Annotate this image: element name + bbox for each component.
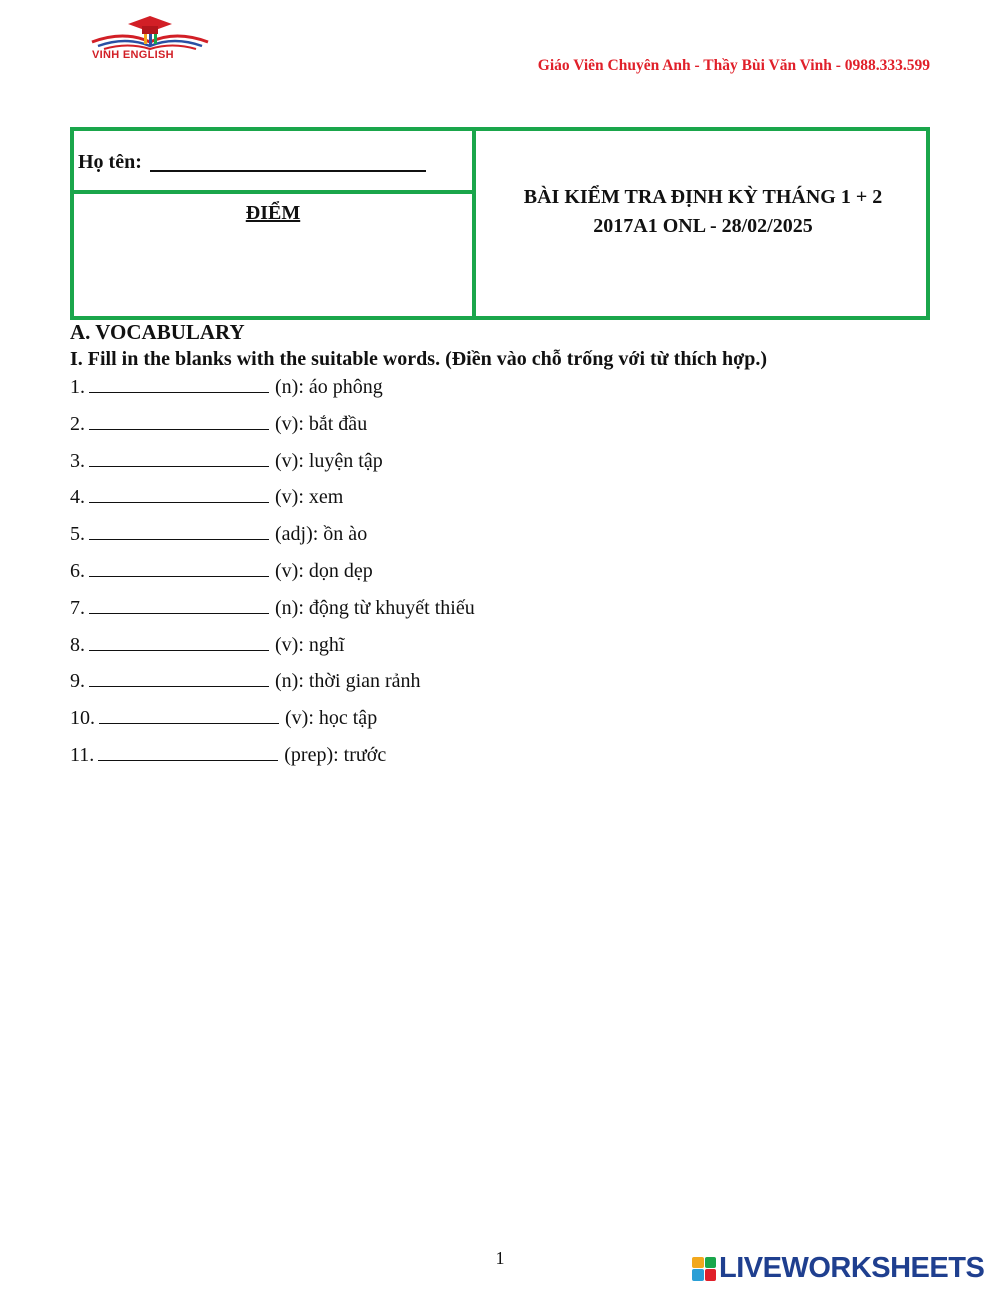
page-number: 1	[495, 1248, 505, 1268]
vocab-item	[70, 413, 475, 450]
vocab-item	[70, 634, 475, 671]
exam-title-panel	[480, 131, 926, 316]
item-number: 9.	[70, 670, 85, 693]
item-number: 10.	[70, 707, 95, 730]
answer-blank[interactable]	[89, 560, 269, 577]
answer-blank[interactable]	[99, 707, 279, 724]
name-row	[74, 131, 472, 194]
item-hint: (v): bắt đầu	[275, 412, 368, 435]
section-title: A. VOCABULARY	[70, 320, 245, 344]
item-number: 3.	[70, 449, 85, 472]
logo-text: VINH ENGLISH	[92, 49, 174, 61]
vocab-item	[70, 486, 475, 523]
item-hint: (adj): ồn ào	[275, 523, 368, 546]
answer-blank[interactable]	[89, 376, 269, 393]
answer-blank[interactable]	[89, 523, 269, 540]
item-hint: (v): học tập	[285, 707, 378, 730]
answer-blank[interactable]	[89, 597, 269, 614]
name-blank[interactable]	[150, 170, 426, 172]
exam-title	[480, 183, 926, 241]
vocab-item	[70, 450, 475, 487]
item-number: 11.	[70, 743, 95, 766]
vocab-item	[70, 560, 475, 597]
item-number: 4.	[70, 486, 85, 509]
item-hint: (v): xem	[275, 486, 344, 509]
answer-blank[interactable]	[89, 670, 269, 687]
answer-blank[interactable]	[89, 450, 269, 467]
answer-blank[interactable]	[89, 413, 269, 430]
student-panel	[74, 131, 476, 316]
item-number: 8.	[70, 633, 85, 656]
name-label: Họ tên:	[78, 151, 142, 173]
item-number: 2.	[70, 412, 85, 435]
item-number: 1.	[70, 376, 85, 398]
vocab-item	[70, 523, 475, 560]
answer-blank[interactable]	[89, 486, 269, 503]
item-number: 5.	[70, 523, 85, 546]
item-number: 6.	[70, 559, 85, 582]
item-hint: (n): áo phông	[275, 376, 383, 398]
item-hint: (v): luyện tập	[275, 449, 383, 472]
teacher-contact: Giáo Viên Chuyên Anh - Thầy Bùi Văn Vinh - 0988.333.599	[537, 57, 930, 74]
item-hint: (n): thời gian rảnh	[275, 670, 421, 693]
answer-blank[interactable]	[89, 634, 269, 651]
item-hint: (v): nghĩ	[275, 633, 345, 656]
section-instruction: I. Fill in the blanks with the suitable words. (Điền vào chỗ trống với từ thích hợp.)	[70, 348, 768, 370]
exam-info-box	[70, 127, 930, 320]
item-hint: (prep): trước	[284, 743, 387, 766]
item-number: 7.	[70, 596, 85, 619]
answer-blank[interactable]	[98, 744, 278, 761]
liveworksheets-brand	[692, 1252, 984, 1285]
item-hint: (n): động từ khuyết thiếu	[275, 596, 475, 619]
liveworksheets-icon	[692, 1257, 716, 1281]
item-hint: (v): dọn dẹp	[275, 559, 373, 582]
vocab-item	[70, 597, 475, 634]
vocab-item	[70, 744, 475, 781]
vocab-item	[70, 376, 475, 413]
score-label: ĐIỂM	[245, 202, 301, 224]
exam-title-line1: BÀI KIỂM TRA ĐỊNH KỲ THÁNG 1 + 2	[523, 186, 883, 208]
vocab-list	[70, 376, 475, 781]
liveworksheets-text: LIVEWORKSHEETS	[719, 1252, 985, 1284]
vocab-item	[70, 707, 475, 744]
exam-title-line2: 2017A1 ONL - 28/02/2025	[593, 215, 813, 237]
vocab-item	[70, 670, 475, 707]
